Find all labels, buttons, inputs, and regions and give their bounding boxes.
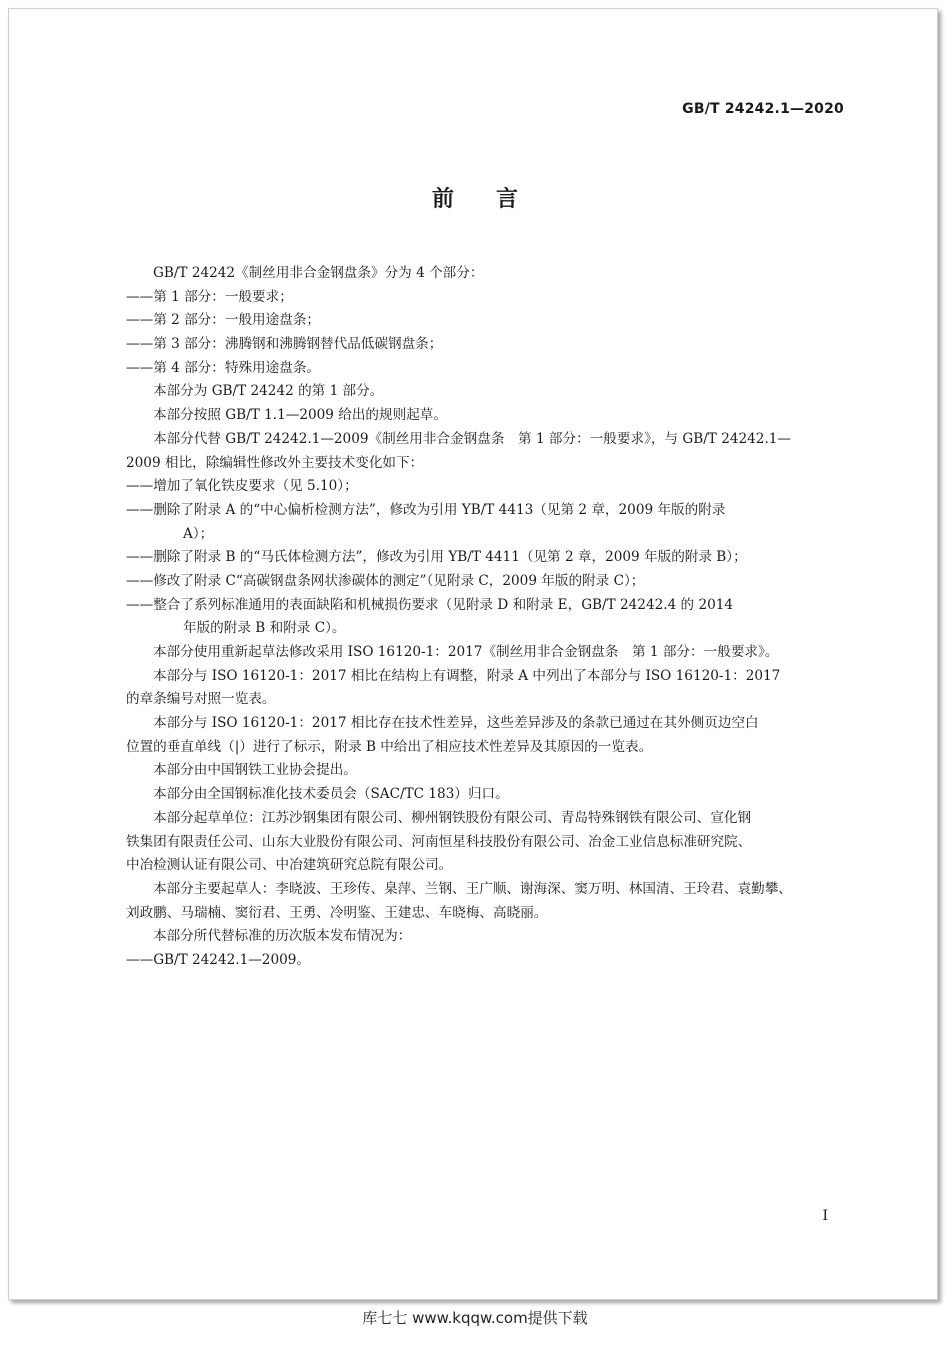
list-item: ——增加了氧化铁皮要求（见 5.10）； xyxy=(126,478,358,495)
paragraph: 本部分起草单位：江苏沙钢集团有限公司、柳州钢铁股份有限公司、青岛特殊钢铁有限公司、宣化钢 xyxy=(153,809,752,826)
paragraph: 本部分代替 GB/T 24242.1—2009《制丝用非合金钢盘条 第 1 部分：一般要求》，与 GB/T 24242.1— xyxy=(153,430,792,447)
paragraph: GB/T 24242《制丝用非合金钢盘条》分为 4 个部分： xyxy=(153,265,484,281)
paragraph: 本部分与 ISO 16120-1：2017 相比在结构上有调整，附录 A 中列出了本部分与 ISO 16120-1：2017 xyxy=(153,667,781,684)
paragraph: 本部分为 GB/T 24242 的第 1 部分。 xyxy=(153,383,384,400)
list-item: ——第 3 部分：沸腾钢和沸腾钢替代品低碳钢盘条； xyxy=(126,336,443,353)
paragraph: 本部分由全国钢标准化技术委员会（SAC/TC 183）归口。 xyxy=(153,786,509,803)
list-item: ——第 4 部分：特殊用途盘条。 xyxy=(126,359,321,376)
paragraph-continued: 位置的垂直单线（|）进行了标示，附录 B 中给出了相应技术性差异及其原因的一览表。 xyxy=(126,738,653,755)
foreword-body xyxy=(126,262,848,973)
paragraph: 本部分与 ISO 16120-1：2017 相比存在技术性差异，这些差异涉及的条款已通过在其外侧页边空白 xyxy=(153,715,759,732)
list-item-continued: A）； xyxy=(183,525,214,542)
paragraph-continued: 刘政鹏、马瑞楠、窦衍君、王勇、冷明鉴、王建忠、车晓梅、高晓丽。 xyxy=(126,904,548,921)
paragraph: 本部分所代替标准的历次版本发布情况为： xyxy=(153,928,412,945)
list-item: ——第 1 部分：一般要求； xyxy=(126,288,293,305)
page-title: 前言 xyxy=(431,187,560,212)
page-number: I xyxy=(822,1208,828,1224)
standard-number: GB/T 24242.1—2020 xyxy=(682,101,844,117)
paragraph: 本部分由中国钢铁工业协会提出。 xyxy=(153,762,357,779)
paragraph-continued: 的章条编号对照一览表。 xyxy=(126,691,276,708)
list-item-continued: 年版的附录 B 和附录 C）。 xyxy=(183,620,346,637)
paragraph-continued: 铁集团有限责任公司、山东大业股份有限公司、河南恒星科技股份有限公司、冶金工业信息标准研究院、 xyxy=(126,833,752,850)
paragraph: 本部分主要起草人：李晓波、王珍传、臬萍、兰钢、王广顺、谢海深、窦万明、林国清、王玲君、袁勤攀、 xyxy=(153,880,792,897)
paragraph: 本部分按照 GB/T 1.1—2009 给出的规则起草。 xyxy=(153,407,447,424)
list-item: ——删除了附录 A 的“中心偏析检测方法”，修改为引用 YB/T 4413（见第 2 章，2009 年版的附录 xyxy=(126,501,726,518)
list-item: ——GB/T 24242.1—2009。 xyxy=(126,951,311,968)
list-item: ——修改了附录 C“高碳钢盘条网状渗碳体的测定”（见附录 C，2009 年版的附录 C）； xyxy=(126,572,645,589)
list-item: ——整合了系列标准通用的表面缺陷和机械损伤要求（见附录 D 和附录 E，GB/T 24242.4 的 2014 xyxy=(126,596,734,613)
list-item: ——删除了附录 B 的“马氏体检测方法”，修改为引用 YB/T 4411（见第 2 章，2009 年版的附录 B）； xyxy=(126,549,747,566)
list-item: ——第 2 部分：一般用途盘条； xyxy=(126,312,321,329)
paragraph-continued: 2009 相比，除编辑性修改外主要技术变化如下： xyxy=(126,454,424,471)
paragraph: 本部分使用重新起草法修改采用 ISO 16120-1：2017《制丝用非合金钢盘条 第 1 部分：一般要求》。 xyxy=(153,644,779,660)
paragraph-continued: 中冶检测认证有限公司、中冶建筑研究总院有限公司。 xyxy=(126,857,453,874)
download-footer: 库七七 www.kqqw.com提供下载 xyxy=(362,1309,588,1327)
